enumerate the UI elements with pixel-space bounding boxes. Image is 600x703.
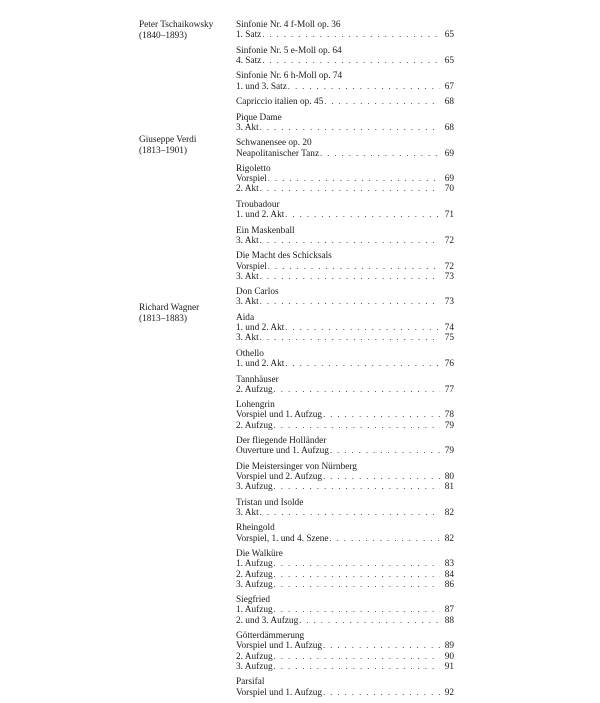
work-title: Sinfonie Nr. 5 e-Moll op. 64 — [236, 45, 342, 56]
work-entry — [236, 631, 454, 672]
work-entry — [236, 375, 454, 395]
toc-line — [236, 472, 454, 482]
dot-leader — [274, 482, 440, 492]
work-entry — [236, 251, 454, 282]
dot-leader — [268, 262, 440, 272]
toc-line — [236, 641, 454, 651]
toc-line — [236, 385, 454, 395]
page-number: 79 — [444, 446, 454, 457]
toc-label: 3. Akt — [236, 122, 259, 133]
toc-label: 2. Aufzug — [236, 384, 273, 395]
toc-label: 1. und 2. Akt — [236, 210, 285, 221]
work-title: Ein Maskenball — [236, 225, 295, 236]
toc-label: Capriccio italien op. 45 — [236, 97, 324, 108]
work-title: Othello — [236, 348, 264, 359]
page-number: 73 — [444, 271, 454, 282]
work-entry — [236, 71, 454, 91]
toc-label: Neapolitanischer Tanz — [236, 148, 320, 159]
page-number: 65 — [444, 55, 454, 66]
toc-line — [236, 323, 454, 333]
work-title: Die Walküre — [236, 549, 283, 560]
dot-leader — [330, 534, 440, 544]
toc-line — [236, 446, 454, 456]
dot-leader — [260, 297, 440, 307]
page-number: 88 — [444, 615, 454, 626]
toc-label: 2. Aufzug — [236, 420, 273, 431]
page-number: 79 — [444, 420, 454, 431]
page-number: 86 — [444, 579, 454, 590]
toc-label: 1. Aufzug — [236, 559, 273, 570]
toc-line — [236, 662, 454, 672]
work-entry — [236, 97, 454, 107]
dot-leader — [288, 82, 440, 92]
toc-line — [236, 508, 454, 518]
work-title: Rheingold — [236, 523, 275, 534]
toc-label: 3. Akt — [236, 507, 259, 518]
composer-name: Giuseppe Verdi — [139, 135, 197, 145]
toc-line — [236, 359, 454, 369]
page-number: 65 — [444, 30, 454, 41]
dot-leader — [260, 184, 440, 194]
toc-line — [236, 570, 454, 580]
work-title: Schwanensee op. 20 — [236, 138, 312, 149]
work-entry — [236, 523, 454, 543]
toc-label: Vorspiel, 1. und 4. Szene — [236, 533, 329, 544]
dot-leader — [320, 149, 440, 159]
toc-label: 3. Aufzug — [236, 579, 273, 590]
dot-leader — [274, 421, 440, 431]
work-title: Aida — [236, 312, 255, 323]
toc-line — [236, 30, 454, 40]
composer-name: Richard Wagner — [139, 303, 200, 313]
page-number: 69 — [444, 174, 454, 185]
composer-dates: (1840–1893) — [139, 30, 188, 41]
page-number: 90 — [444, 651, 454, 662]
toc-label: Vorspiel — [236, 174, 267, 185]
toc-line — [236, 410, 454, 420]
composer-name: Peter Tschaikowsky — [139, 20, 214, 30]
dot-leader — [274, 605, 440, 615]
dot-leader — [274, 580, 440, 590]
composer-entry — [139, 135, 196, 156]
dot-leader — [285, 210, 440, 220]
dot-leader — [323, 688, 440, 698]
toc-line — [236, 297, 454, 307]
toc-line — [236, 559, 454, 569]
page-number: 77 — [444, 384, 454, 395]
toc-label: 2. Aufzug — [236, 651, 273, 662]
work-title: Götterdämmerung — [236, 631, 305, 642]
work-title: Tristan und Isolde — [236, 497, 304, 508]
toc-label: 1. und 3. Satz — [236, 81, 287, 92]
dot-leader — [330, 446, 440, 456]
work-entry — [236, 138, 454, 158]
toc-line — [236, 482, 454, 492]
dot-leader — [274, 662, 440, 672]
toc-label: Vorspiel und 1. Aufzug — [236, 641, 323, 652]
dot-leader — [274, 570, 440, 580]
toc-line — [236, 82, 454, 92]
work-entry — [236, 226, 454, 246]
toc-line — [236, 236, 454, 246]
toc-line — [236, 262, 454, 272]
work-entry — [236, 462, 454, 493]
toc-line — [236, 652, 454, 662]
toc-label: 3. Akt — [236, 235, 259, 246]
toc-line — [236, 149, 454, 159]
work-title: Siegfried — [236, 595, 271, 606]
page-number: 80 — [444, 472, 454, 483]
work-entry — [236, 436, 454, 456]
toc-line — [236, 616, 454, 626]
toc-line — [236, 534, 454, 544]
toc-label: Vorspiel und 1. Aufzug — [236, 687, 323, 698]
work-title: Tannhäuser — [236, 374, 279, 385]
toc-label: Ouverture und 1. Aufzug — [236, 446, 329, 457]
toc-line — [236, 97, 454, 107]
toc-list — [236, 20, 454, 703]
dot-leader — [323, 472, 440, 482]
toc-label: 1. und 2. Akt — [236, 323, 285, 334]
dot-leader — [285, 359, 440, 369]
toc-line — [236, 421, 454, 431]
work-entry — [236, 498, 454, 518]
dot-leader — [274, 385, 440, 395]
page-number: 75 — [444, 333, 454, 344]
work-title: Rigoletto — [236, 164, 271, 175]
composer-entry — [139, 303, 199, 324]
dot-leader — [260, 236, 440, 246]
toc-line — [236, 174, 454, 184]
toc-label: 3. Akt — [236, 271, 259, 282]
dot-leader — [260, 508, 440, 518]
page-number: 71 — [444, 210, 454, 221]
toc-label: 3. Aufzug — [236, 482, 273, 493]
work-title: Don Carlos — [236, 287, 279, 298]
page-number: 70 — [444, 184, 454, 195]
page-number: 73 — [444, 297, 454, 308]
page-number: 74 — [444, 323, 454, 334]
toc-label: 3. Akt — [236, 297, 259, 308]
page-number: 89 — [444, 641, 454, 652]
dot-leader — [323, 641, 440, 651]
toc-line — [236, 210, 454, 220]
work-title: Troubadour — [236, 199, 280, 210]
page-number: 68 — [444, 97, 454, 108]
page-number: 91 — [444, 661, 454, 672]
work-entry — [236, 20, 454, 40]
page-number: 87 — [444, 605, 454, 616]
work-entry — [236, 349, 454, 369]
toc-label: 3. Akt — [236, 333, 259, 344]
dot-leader — [260, 272, 440, 282]
toc-line — [236, 123, 454, 133]
work-entry — [236, 113, 454, 133]
toc-label: 4. Satz — [236, 55, 262, 66]
work-title: Lohengrin — [236, 400, 275, 411]
page-number: 78 — [444, 410, 454, 421]
work-title: Der fliegende Holländer — [236, 436, 327, 447]
work-entry — [236, 287, 454, 307]
page-number: 81 — [444, 482, 454, 493]
dot-leader — [274, 652, 440, 662]
page-number: 69 — [444, 148, 454, 159]
toc-label: 2. und 3. Aufzug — [236, 615, 299, 626]
work-entry — [236, 46, 454, 66]
work-entry — [236, 549, 454, 590]
composer-dates: (1813–1901) — [139, 145, 188, 156]
toc-label: Vorspiel — [236, 261, 267, 272]
toc-label: 1. Satz — [236, 30, 262, 41]
toc-label: 1. Aufzug — [236, 605, 273, 616]
toc-line — [236, 184, 454, 194]
toc-line — [236, 272, 454, 282]
work-title: Sinfonie Nr. 6 h-Moll op. 74 — [236, 71, 343, 82]
dot-leader — [268, 174, 440, 184]
composer-dates: (1813–1883) — [139, 313, 188, 324]
work-title: Pique Dame — [236, 112, 282, 123]
work-entry — [236, 400, 454, 431]
page-number: 76 — [444, 359, 454, 370]
work-title: Parsifal — [236, 677, 265, 688]
toc-label: Vorspiel und 2. Aufzug — [236, 472, 323, 483]
work-title: Sinfonie Nr. 4 f-Moll op. 36 — [236, 20, 341, 30]
toc-label: 1. und 2. Akt — [236, 359, 285, 370]
dot-leader — [260, 333, 440, 343]
work-entry — [236, 313, 454, 344]
toc-line — [236, 605, 454, 615]
dot-leader — [323, 410, 440, 420]
composer-entry — [139, 20, 213, 41]
work-entry — [236, 677, 454, 697]
page-number: 72 — [444, 235, 454, 246]
work-title: Die Meistersinger von Nürnberg — [236, 461, 357, 472]
page-number: 72 — [444, 261, 454, 272]
work-title: Die Macht des Schicksals — [236, 251, 332, 262]
dot-leader — [285, 323, 440, 333]
work-entry — [236, 200, 454, 220]
page-number: 84 — [444, 569, 454, 580]
dot-leader — [262, 56, 440, 66]
toc-line — [236, 688, 454, 698]
page-number: 92 — [444, 687, 454, 698]
page-number: 67 — [444, 81, 454, 92]
toc-label: 2. Aufzug — [236, 569, 273, 580]
dot-leader — [274, 559, 440, 569]
toc-line — [236, 333, 454, 343]
toc-line — [236, 580, 454, 590]
dot-leader — [260, 123, 440, 133]
page-number: 82 — [444, 533, 454, 544]
dot-leader — [299, 616, 440, 626]
page-number: 68 — [444, 122, 454, 133]
dot-leader — [324, 97, 440, 107]
toc-label: 2. Akt — [236, 184, 259, 195]
toc-line — [236, 56, 454, 66]
toc-label: Vorspiel und 1. Aufzug — [236, 410, 323, 421]
toc-label: 3. Aufzug — [236, 661, 273, 672]
page-number: 83 — [444, 559, 454, 570]
dot-leader — [262, 30, 440, 40]
page-number: 82 — [444, 507, 454, 518]
work-entry — [236, 164, 454, 195]
